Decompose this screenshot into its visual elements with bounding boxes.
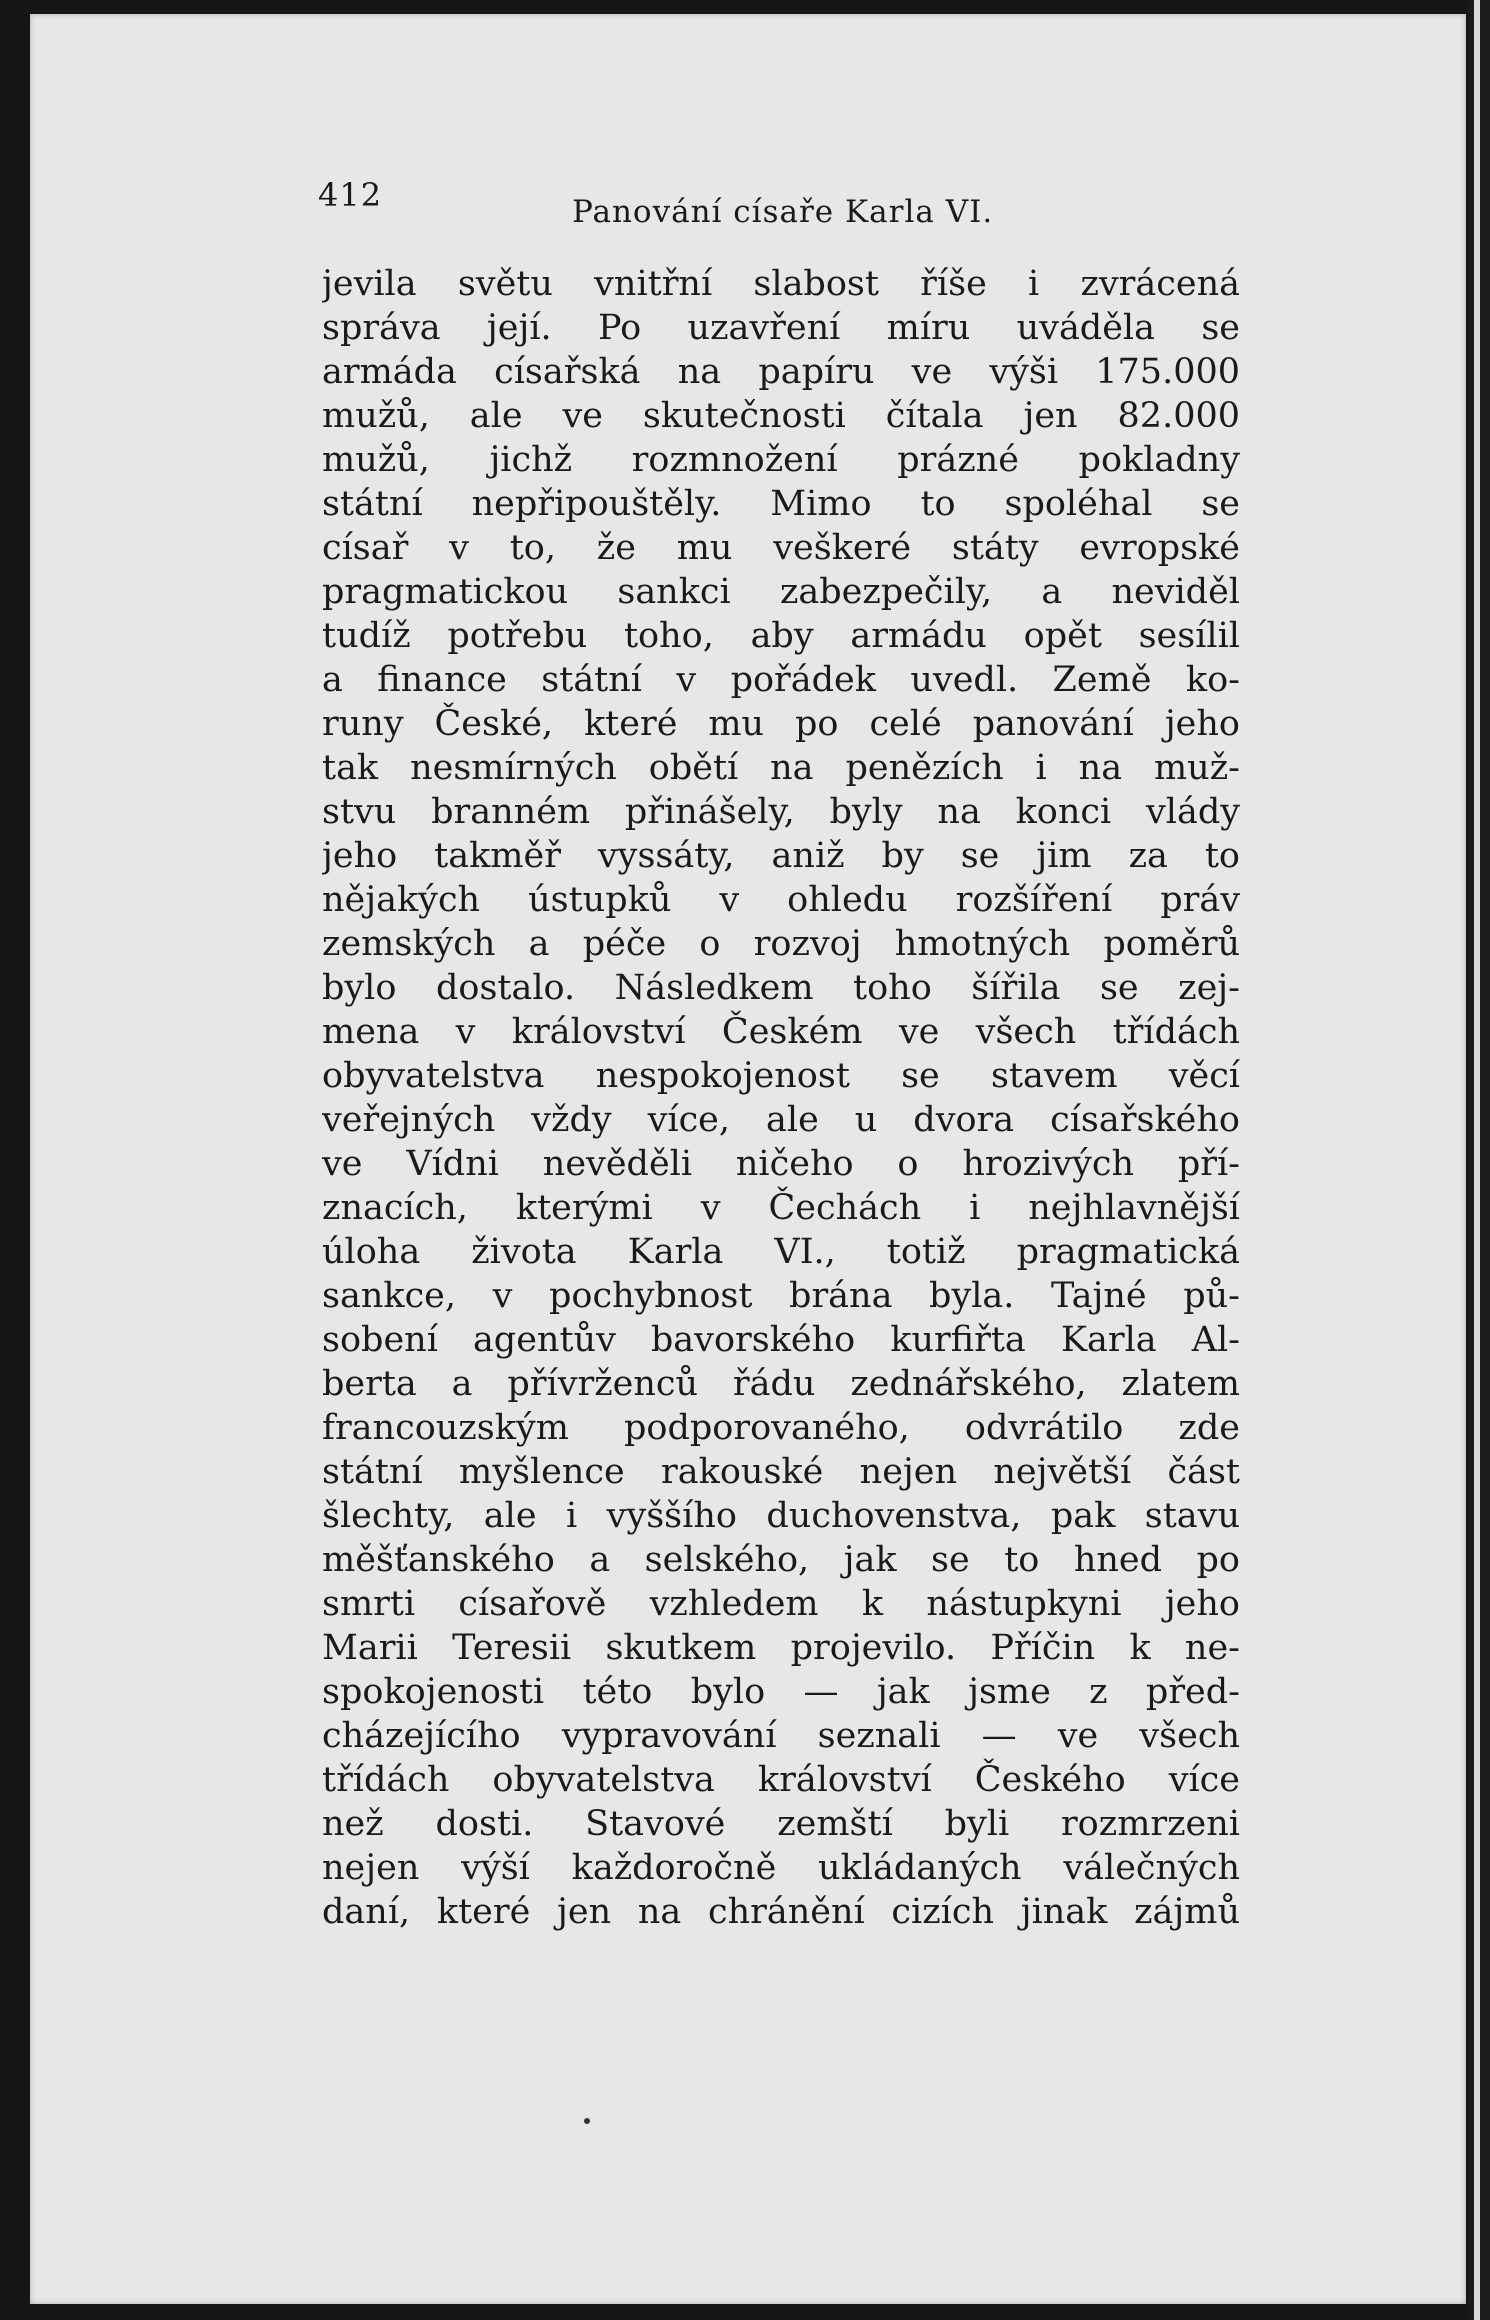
text-line: sankce, v pochybnost brána byla. Tajné pů- [322, 1276, 1240, 1316]
text-line: daní, které jen na chránění cizích jinak zájmů [322, 1892, 1240, 1932]
text-line: úloha života Karla VI., totiž pragmatická [322, 1232, 1240, 1272]
text-line: veřejných vždy více, ale u dvora císařského [322, 1100, 1240, 1140]
text-line: císař v to, že mu veškeré státy evropské [322, 528, 1240, 568]
text-line: mužů, jichž rozmnožení prázné pokladny [322, 440, 1240, 480]
text-line: a finance státní v pořádek uvedl. Země ko- [322, 660, 1240, 700]
text-line: obyvatelstva nespokojenost se stavem věcí [322, 1056, 1240, 1096]
text-line: nejen výší každoročně ukládaných válečných [322, 1848, 1240, 1888]
page-header [318, 176, 1248, 236]
text-line: státní myšlence rakouské nejen největší část [322, 1452, 1240, 1492]
running-title: Panování císaře Karla VI. [572, 194, 994, 230]
text-line: mužů, ale ve skutečnosti čítala jen 82.000 [322, 396, 1240, 436]
text-line: bylo dostalo. Následkem toho šířila se zej- [322, 968, 1240, 1008]
text-line: šlechty, ale i vyššího duchovenstva, pak stavu [322, 1496, 1240, 1536]
text-line: Marii Teresii skutkem projevilo. Příčin k ne- [322, 1628, 1240, 1668]
text-line: mena v království Českém ve všech třídách [322, 1012, 1240, 1052]
text-line: sobení agentův bavorského kurfiřta Karla Al- [322, 1320, 1240, 1360]
text-line: pragmatickou sankci zabezpečily, a neviděl [322, 572, 1240, 612]
text-line: runy České, které mu po celé panování jeho [322, 704, 1240, 744]
text-line: znacích, kterými v Čechách i nejhlavnější [322, 1188, 1240, 1228]
text-line: správa její. Po uzavření míru uváděla se [322, 308, 1240, 348]
text-line: berta a přívrženců řádu zednářského, zlatem [322, 1364, 1240, 1404]
text-line: než dosti. Stavové zemští byli rozmrzeni [322, 1804, 1240, 1844]
text-line: zemských a péče o rozvoj hmotných poměrů [322, 924, 1240, 964]
text-line: armáda císařská na papíru ve výši 175.000 [322, 352, 1240, 392]
text-line: jeho takměř vyssáty, aniž by se jim za to [322, 836, 1240, 876]
text-line: francouzským podporovaného, odvrátilo zde [322, 1408, 1240, 1448]
text-line: třídách obyvatelstva království Českého více [322, 1760, 1240, 1800]
text-line: spokojenosti této bylo — jak jsme z před- [322, 1672, 1240, 1712]
text-line: stvu branném přinášely, byly na konci vlády [322, 792, 1240, 832]
text-line: státní nepřipouštěly. Mimo to spoléhal se [322, 484, 1240, 524]
page-edge-light [1474, 0, 1480, 2320]
body-text [322, 262, 1240, 1934]
stray-mark [584, 2118, 590, 2124]
text-line: měšťanského a selského, jak se to hned po [322, 1540, 1240, 1580]
text-line: jevila světu vnitřní slabost říše i zvrácená [322, 264, 1240, 304]
text-line: nějakých ústupků v ohledu rozšíření práv [322, 880, 1240, 920]
text-line: tak nesmírných obětí na penězích i na muž- [322, 748, 1240, 788]
text-line: tudíž potřebu toho, aby armádu opět sesílil [322, 616, 1240, 656]
page-number: 412 [318, 176, 383, 214]
text-line: ve Vídni nevěděli ničeho o hrozivých pří- [322, 1144, 1240, 1184]
text-line: smrti císařově vzhledem k nástupkyni jeho [322, 1584, 1240, 1624]
text-line: cházejícího vypravování seznali — ve všech [322, 1716, 1240, 1756]
